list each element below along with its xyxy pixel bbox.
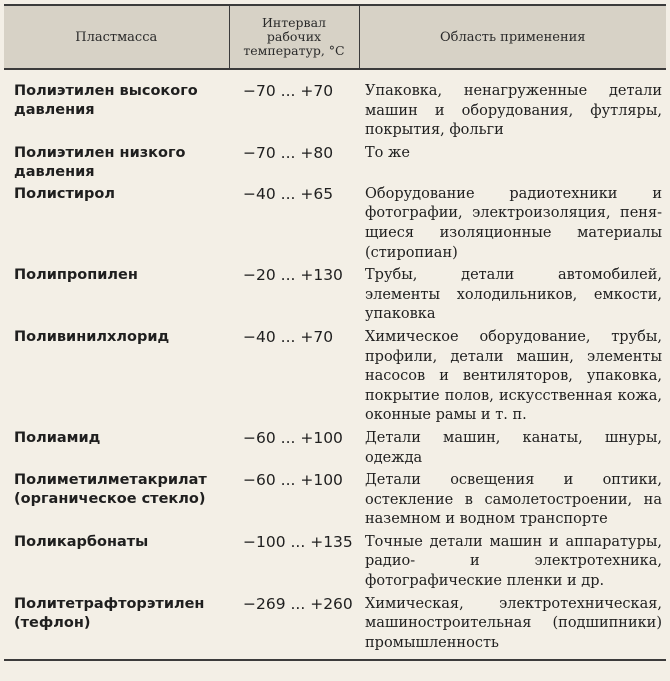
- table-row: [4, 266, 666, 328]
- table-row: [4, 429, 666, 471]
- application-area: То же: [365, 144, 410, 161]
- header-temperature: Интервал рабочих температур, °С: [229, 5, 359, 69]
- table-row: [4, 69, 666, 144]
- plastic-name: Полиэтилен высокого давления: [14, 83, 198, 118]
- application-area: Химическая, электротехническая, машиностроительная (подшипники) промышленность: [359, 595, 666, 661]
- temperature-range: −269 ... +260: [229, 595, 359, 661]
- temperature-range: −20 ... +130: [243, 266, 343, 285]
- plastics-table: [4, 4, 666, 661]
- temperature-range: −40 ... +70: [243, 327, 334, 346]
- plastic-name: Полиэтилен низкого давления: [14, 144, 186, 180]
- table-row: [4, 595, 666, 661]
- table-row: [4, 144, 666, 185]
- temperature-range: −70 ... +80: [243, 143, 334, 162]
- plastic-name: Полипропилен: [14, 267, 138, 284]
- application-area: Упаковка, ненагруженные детали машин и оборудования, футляры, покрытия, фольги: [365, 83, 662, 139]
- temperature-range: −70 ... +70: [243, 82, 334, 100]
- plastic-name: Поливинилхлорид: [14, 328, 170, 345]
- header-application: Область применения: [359, 5, 666, 69]
- plastic-name: Политетрафторэтилен (тефлон): [4, 595, 229, 661]
- temperature-range: −60 ... +100: [243, 428, 343, 447]
- header-plastic: Пластмасса: [4, 5, 229, 69]
- plastic-name: Полиметилметакрилат (органическое стекло): [14, 472, 207, 508]
- table-row: [4, 471, 666, 533]
- temperature-range: −60 ... +100: [243, 471, 343, 490]
- table-row: [4, 533, 666, 595]
- table-row: [4, 185, 666, 266]
- temperature-range: −100 ... +135: [243, 532, 353, 551]
- application-area: Трубы, детали автомобилей, элементы холодильников, емкости, упаковка: [365, 267, 662, 323]
- plastic-name: Полистирол: [14, 185, 115, 202]
- temperature-range: −40 ... +65: [243, 184, 334, 203]
- application-area: Химическое оборудование, трубы, профили, детали машин, элементы насосов и вентиляторов, упаковка, покрытие полов, искусственная кожа, оконные рамы и т. п.: [365, 328, 662, 424]
- table-row: [4, 328, 666, 429]
- application-area: Детали машин, канаты, шнуры, одежда: [365, 429, 662, 466]
- plastic-name: Поликарбонаты: [14, 533, 149, 550]
- plastic-name: Полиамид: [14, 429, 101, 446]
- application-area: Оборудование радиотехники и фотографии, электроизоляция, пеня-щиеся изоляционные материалы (стиропиан): [365, 185, 662, 261]
- application-area: Точные детали машин и аппаратуры, радио- и электротехника, фотографические пленки и др.: [365, 533, 662, 590]
- table-header-row: [4, 5, 666, 69]
- application-area: Детали освещения и оптики, остекление в самолетостроении, на наземном и водном транспорте: [365, 472, 662, 528]
